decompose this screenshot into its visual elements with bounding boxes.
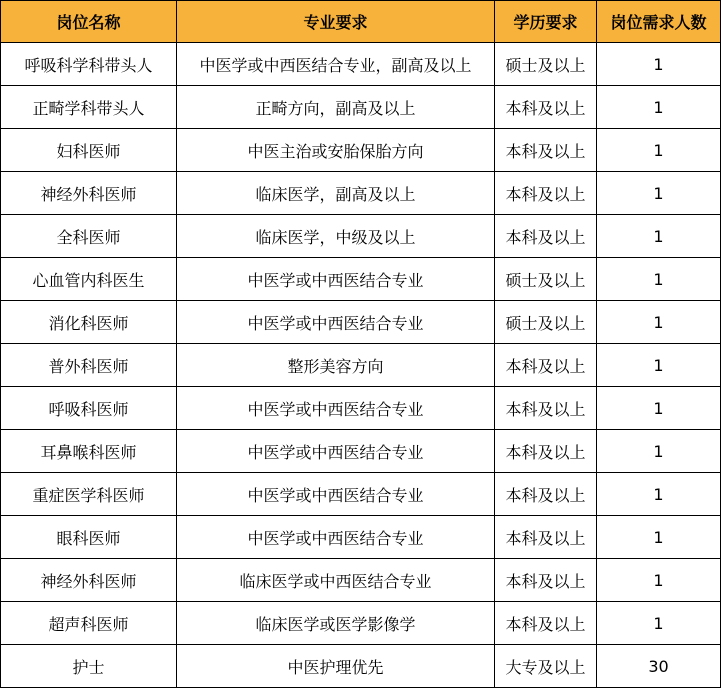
cell-position-name: 普外科医师: [1, 344, 177, 387]
cell-major-requirement: 中医护理优先: [177, 645, 495, 688]
cell-position-name: 妇科医师: [1, 129, 177, 172]
header-row: [1, 1, 721, 43]
cell-position-name: 超声科医师: [1, 602, 177, 645]
table-row: [1, 516, 721, 559]
table-row: [1, 602, 721, 645]
cell-headcount: 1: [597, 301, 721, 344]
cell-major-requirement: 中医学或中西医结合专业: [177, 516, 495, 559]
table-row: [1, 387, 721, 430]
cell-headcount: 1: [597, 43, 721, 86]
cell-major-requirement: 中医主治或安胎保胎方向: [177, 129, 495, 172]
cell-major-requirement: 中医学或中西医结合专业: [177, 301, 495, 344]
table-row: [1, 344, 721, 387]
cell-major-requirement: 正畸方向，副高及以上: [177, 86, 495, 129]
cell-major-requirement: 中医学或中西医结合专业: [177, 430, 495, 473]
cell-major-requirement: 临床医学或医学影像学: [177, 602, 495, 645]
cell-position-name: 重症医学科医师: [1, 473, 177, 516]
cell-major-requirement: 临床医学，副高及以上: [177, 172, 495, 215]
cell-major-requirement: 临床医学，中级及以上: [177, 215, 495, 258]
cell-position-name: 心血管内科医生: [1, 258, 177, 301]
table-header: [1, 1, 721, 43]
cell-headcount: 1: [597, 473, 721, 516]
cell-education-requirement: 本科及以上: [495, 473, 597, 516]
cell-major-requirement: 中医学或中西医结合专业: [177, 387, 495, 430]
cell-education-requirement: 硕士及以上: [495, 301, 597, 344]
cell-education-requirement: 本科及以上: [495, 215, 597, 258]
cell-headcount: 1: [597, 258, 721, 301]
cell-position-name: 正畸学科带头人: [1, 86, 177, 129]
header-major-requirement: 专业要求: [177, 1, 495, 43]
header-headcount: 岗位需求人数: [597, 1, 721, 43]
cell-headcount: 1: [597, 602, 721, 645]
table-row: [1, 645, 721, 688]
cell-education-requirement: 本科及以上: [495, 172, 597, 215]
cell-major-requirement: 中医学或中西医结合专业: [177, 473, 495, 516]
cell-headcount: 1: [597, 129, 721, 172]
table-row: [1, 301, 721, 344]
cell-education-requirement: 本科及以上: [495, 559, 597, 602]
cell-headcount: 1: [597, 215, 721, 258]
cell-position-name: 全科医师: [1, 215, 177, 258]
cell-major-requirement: 中医学或中西医结合专业，副高及以上: [177, 43, 495, 86]
cell-position-name: 眼科医师: [1, 516, 177, 559]
cell-headcount: 1: [597, 387, 721, 430]
table-row: [1, 258, 721, 301]
cell-position-name: 消化科医师: [1, 301, 177, 344]
cell-position-name: 呼吸科学科带头人: [1, 43, 177, 86]
cell-position-name: 护士: [1, 645, 177, 688]
table-row: [1, 215, 721, 258]
cell-headcount: 30: [597, 645, 721, 688]
cell-education-requirement: 本科及以上: [495, 516, 597, 559]
table-row: [1, 86, 721, 129]
cell-headcount: 1: [597, 344, 721, 387]
table-row: [1, 473, 721, 516]
cell-position-name: 神经外科医师: [1, 559, 177, 602]
cell-major-requirement: 整形美容方向: [177, 344, 495, 387]
cell-headcount: 1: [597, 430, 721, 473]
cell-position-name: 呼吸科医师: [1, 387, 177, 430]
cell-headcount: 1: [597, 516, 721, 559]
cell-major-requirement: 中医学或中西医结合专业: [177, 258, 495, 301]
table-row: [1, 430, 721, 473]
cell-education-requirement: 本科及以上: [495, 387, 597, 430]
table-row: [1, 559, 721, 602]
cell-headcount: 1: [597, 172, 721, 215]
cell-position-name: 神经外科医师: [1, 172, 177, 215]
table-row: [1, 129, 721, 172]
cell-education-requirement: 本科及以上: [495, 129, 597, 172]
header-position-name: 岗位名称: [1, 1, 177, 43]
cell-education-requirement: 本科及以上: [495, 344, 597, 387]
cell-education-requirement: 本科及以上: [495, 602, 597, 645]
cell-major-requirement: 临床医学或中西医结合专业: [177, 559, 495, 602]
cell-education-requirement: 硕士及以上: [495, 258, 597, 301]
cell-headcount: 1: [597, 559, 721, 602]
cell-headcount: 1: [597, 86, 721, 129]
table-body: [1, 43, 721, 688]
cell-position-name: 耳鼻喉科医师: [1, 430, 177, 473]
table-row: [1, 172, 721, 215]
cell-education-requirement: 本科及以上: [495, 430, 597, 473]
cell-education-requirement: 本科及以上: [495, 86, 597, 129]
table-row: [1, 43, 721, 86]
header-education-requirement: 学历要求: [495, 1, 597, 43]
cell-education-requirement: 硕士及以上: [495, 43, 597, 86]
cell-education-requirement: 大专及以上: [495, 645, 597, 688]
